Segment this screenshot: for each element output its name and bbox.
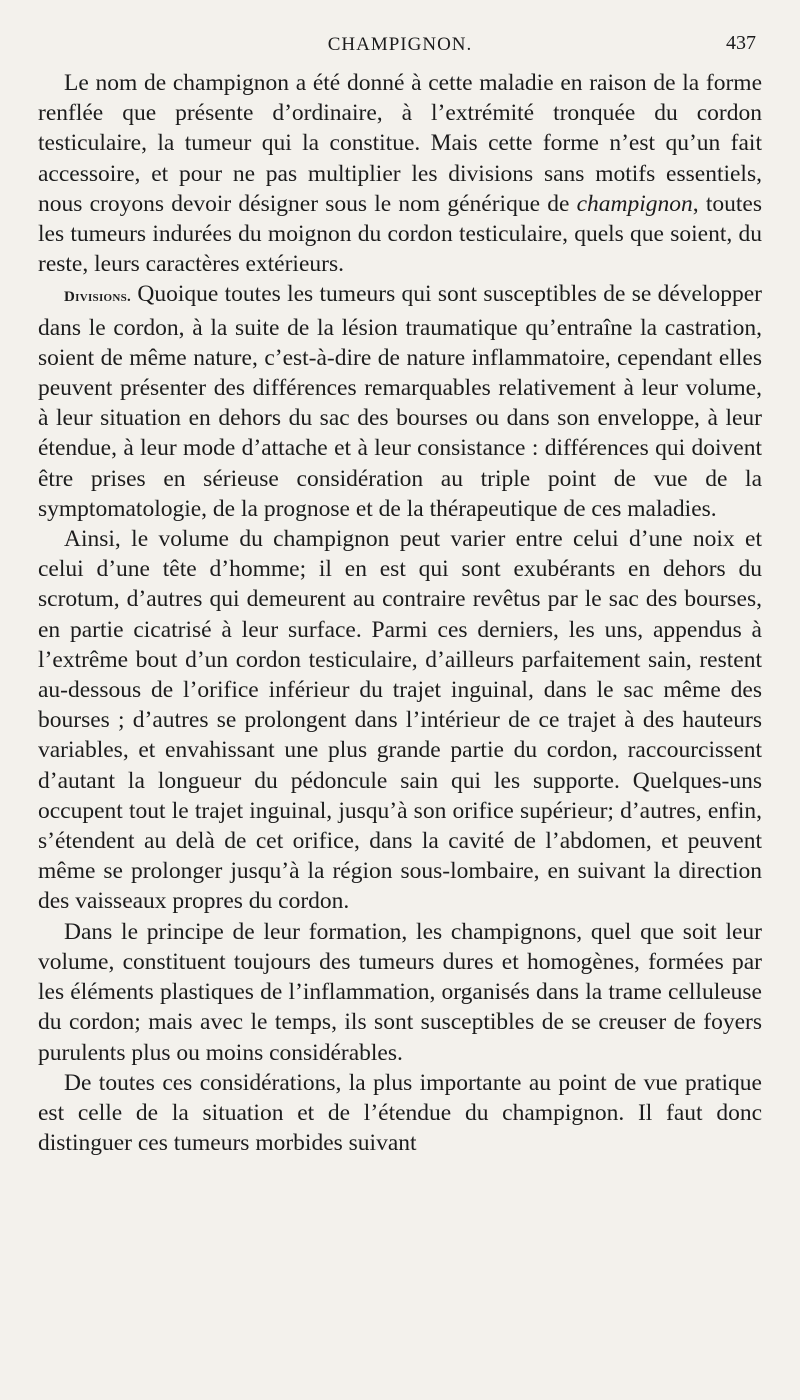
paragraph-3 — [38, 524, 762, 917]
paragraph-5-text: De toutes ces considérations, la plus importante au point de vue pratique est celle de la situation et de l’étendue du champignon. Il faut donc distinguer ces tumeurs morbides suivant — [38, 1069, 762, 1157]
page-number: 437 — [726, 32, 756, 54]
paragraph-1-italic-term: champignon — [576, 190, 693, 217]
page-header — [38, 28, 762, 68]
running-head: CHAMPIGNON. — [327, 34, 473, 55]
paragraph-5 — [38, 1068, 762, 1159]
body-text — [38, 68, 762, 1158]
paragraph-1-text-a: Le nom de champignon a été donné à cette maladie en raison de la forme renflée que présente d’ordinaire, à l’extrémité tronquée du cordon testiculaire, la tumeur qui la constitue. Mais cette forme n’est qu’un fait accessoire, et pour ne pas multiplier les divisions sans motifs essentiels, nous croyons devoir désigner sous le nom générique de — [38, 70, 762, 217]
paragraph-1 — [38, 68, 762, 279]
paragraph-3-text: Ainsi, le volume du champignon peut varier entre celui d’une noix et celui d’une tête d’homme; il en est qui sont exubérants en dehors du scrotum, d’autres qui demeurent au contraire revêtus par le sac des bourses, en partie cicatrisé à leur surface. Parmi ces derniers, les uns, appendus à l’extrême bout d’un cordon testiculaire, d’ailleurs parfaitement sain, restent au-dessous de l’orifice inférieur du trajet inguinal, dans le sac même des bourses ; d’autres se prolongent dans l’intérieur de ce trajet à des hauteurs variables, et envahissant une plus grande partie du cordon, raccourcissent d’autant la longueur du pédoncule sain qui les supporte. Quelques-uns occupent tout le trajet inguinal, jusqu’à son orifice supérieur; d’autres, enfin, s’étendent au delà de cet orifice, dans la cavité de l’abdomen, et peuvent même se prolonger jusqu’à la région sous-lombaire, en suivant la direction des vaisseaux propres du cordon. — [38, 526, 762, 915]
paragraph-1-text-b: , toutes les tumeurs indurées du moignon du cordon testiculaire, quels que soient, du reste, leurs caractères extérieurs. — [38, 190, 762, 278]
paragraph-2-text: Quoique toutes les tumeurs qui sont susceptibles de se développer dans le cordon, à la suite de la lésion traumatique qu’entraîne la castration, soient de même nature, c’est-à-dire de nature inflammatoire, cependant elles peuvent présenter des différences remarquables relativement à leur volume, à leur situation en dehors du sac des bourses ou dans son enveloppe, à leur étendue, à leur mode d’attache et à leur consistance : différences qui doivent être prises en sérieuse considération au triple point de vue de la symptomatologie, de la prognose et de la thérapeutique de ces maladies. — [38, 281, 762, 522]
paragraph-2-sidehead: Divisions. — [64, 289, 132, 306]
paragraph-4 — [38, 917, 762, 1068]
paragraph-2 — [38, 279, 762, 524]
paragraph-4-text: Dans le principe de leur formation, les champignons, quel que soit leur volume, constituent toujours des tumeurs dures et homogènes, formées par les éléments plastiques de l’inflammation, organisés dans la trame celluleuse du cordon; mais avec le temps, ils sont susceptibles de se creuser de foyers purulents plus ou moins considérables. — [38, 918, 762, 1066]
